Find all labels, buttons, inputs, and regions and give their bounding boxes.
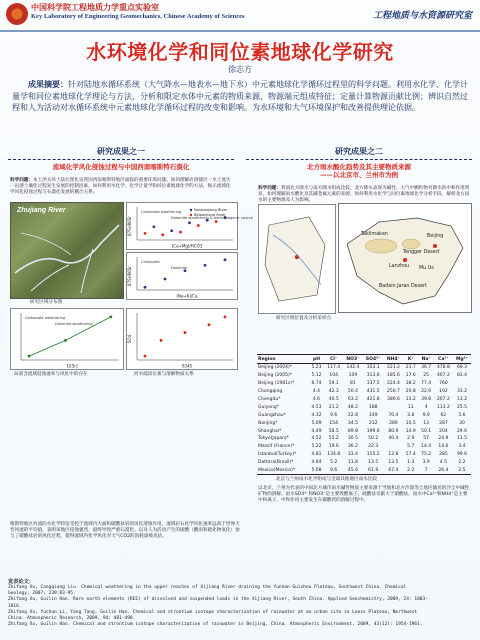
chart-na-k-svg [127, 253, 237, 299]
table-cell: 188 [368, 404, 378, 410]
table-cell: 221.2 [386, 365, 400, 371]
table-cell: 337.5 [366, 381, 380, 387]
table-cell [384, 443, 403, 451]
table-cell: 13.2 [456, 397, 467, 402]
table-cell: 154 [329, 420, 339, 426]
table-cell: 13.2 [405, 397, 416, 402]
table-cell: 353.1 [366, 365, 380, 371]
abstract [12, 79, 468, 137]
data-point [144, 286, 147, 289]
table-cell: 5.22 [311, 444, 322, 450]
table-cell: 9.6 [324, 467, 343, 475]
author: 徐志方 [228, 65, 252, 74]
data-point [170, 229, 173, 232]
table-cell: 250.7 [386, 389, 400, 395]
table-cell: 4.4 [312, 389, 321, 395]
table-header-row [257, 355, 471, 364]
table-header-cell: Ca²⁺ [434, 355, 453, 364]
data-point [224, 258, 227, 261]
table-cell: 2.2 [458, 460, 466, 466]
table-cell: 22.3 [368, 444, 379, 450]
table-cell: 30.5 [347, 436, 358, 442]
table-cell: Tokyo(Japan)* [258, 436, 289, 442]
table-cell [453, 380, 471, 388]
table-header-cell: pH [309, 355, 324, 364]
table-cell: 48.2 [347, 404, 358, 410]
table-cell: 212 [368, 420, 378, 426]
data-point [160, 339, 163, 342]
institute-name-en: Key Laboratory of Engineering Geomechanics, Chinese Academy of Sciences [31, 13, 245, 20]
table-cell: 45.6 [343, 467, 362, 475]
table-cell: 4.53 [311, 404, 322, 410]
x-axis-label: δ34S [181, 363, 193, 369]
table-cell: Nanjing* [258, 420, 278, 426]
table-cell: 407.2 [436, 373, 450, 379]
references [8, 578, 428, 628]
chart-annotation: Dolomite [171, 266, 188, 270]
table-row [257, 372, 471, 380]
table-cell: 4 [424, 404, 428, 410]
table-cell: 55.2 [328, 436, 339, 442]
table-cell: 62 [440, 412, 447, 418]
table-cell: 58.5 [328, 428, 339, 434]
y-axis-label: 87Sr/86Sr [127, 216, 132, 236]
table-row [257, 380, 471, 388]
institute-name-cn: 中国科学院工程地质力学重点实验室 [31, 2, 159, 12]
table-cell: 4.49 [311, 428, 322, 434]
table-cell: 11.8 [347, 460, 358, 466]
left-section-header [8, 146, 234, 170]
table-cell: 36.2 [347, 444, 358, 450]
chart-sr-ratio-svg [127, 203, 253, 249]
chart-annotation: Carbonate weathering [25, 316, 66, 320]
table-row [257, 451, 471, 459]
table-cell: 99.6 [456, 452, 467, 458]
map-label-tengger: Tengger Desert [403, 250, 440, 255]
chart-sr-inverse-svg [11, 309, 123, 369]
right-conclusion: 以北京、兰州为代表的中国北方城市雨水碱性物质主要来源于当地和北方沙漠等土地区输送的沙尘中碱性矿物的溶解。雨水SO4²⁻和NO3⁻是主要致酸离子，硫酸盐贡献大于硝酸盐。雨水中Ca²⁺和NH4⁺是主要中和离子，中和作用主要发生在碳酸钙的溶解过程中。 [258, 486, 470, 504]
data-point [197, 224, 200, 227]
table-cell: 4.94 [311, 460, 322, 466]
table-cell: 149 [368, 412, 378, 418]
table-cell: 115.2 [366, 452, 380, 458]
map-label-beijing: Beijing [427, 234, 444, 239]
table-header-cell: NH4⁺ [384, 355, 403, 364]
table-cell: Guangzhou* [258, 412, 286, 418]
table-cell: 13.5 [388, 460, 399, 466]
table-cell: 4.5 [439, 460, 447, 466]
table-cell: 50.4 [347, 389, 358, 395]
abstract-text: 针对陆地水循环系统（大气降水—地表水—地下水）中元素地球化学循环过程里的科学问题。利用水化学、化学计量学和同位素地球化学理论与方法，分析和限定水体中元素的物质来源、物源端元组成特征；定量计算物源贡献比例；辨识自然过程和人为活动对水循环系统中元素地球化学循环过程的改变和影响。为水环境和大气环境保护和改善提供理论依据。 [12, 80, 468, 112]
table-cell: Dattara(Brazil)* [258, 460, 294, 466]
table-cell: 69.3 [456, 365, 467, 371]
table-cell: 2.5 [453, 467, 471, 475]
table-header-cell: Mg²⁺ [453, 355, 471, 364]
data-point [164, 278, 167, 281]
table-cell: 63.2 [347, 397, 358, 402]
china-map [338, 203, 472, 313]
x-axis-label: (Ca+Mg)/HCO3 [171, 243, 203, 249]
table-cell: 57 [423, 436, 430, 442]
table-cell: 6.74 [311, 381, 322, 387]
table-cell: 478.8 [436, 365, 450, 371]
table-cell: 89.8 [347, 428, 358, 434]
left-section-title: 研究成果之一 [8, 146, 234, 160]
table-cell: Beijing (1981s)* [258, 381, 295, 387]
table-cell: Chongqing [258, 389, 283, 395]
table-cell: 25.5 [456, 404, 467, 410]
table-cell: 29.6 [456, 428, 467, 434]
table-cell: 83.4 [456, 373, 467, 379]
table-cell: 134.8 [327, 452, 341, 458]
table-cell: 5.6 [458, 412, 466, 418]
poster-header [0, 0, 480, 32]
table-cell: 42.3 [328, 389, 339, 395]
table-cell: 14.6 [438, 444, 449, 450]
table-cell: Mexico(Mexico)* [257, 467, 309, 475]
table-cell: 199.6 [366, 428, 380, 434]
table-cell: 57.4 [405, 452, 416, 458]
table-cell: 14.4 [421, 444, 432, 450]
table-cell: 11 [407, 404, 414, 410]
rain-chemistry-table [257, 354, 471, 475]
table-cell: 40.5 [328, 397, 339, 402]
table-cell: Istanbul(Turkey)* [258, 452, 297, 458]
table-cell: 431.5 [366, 389, 380, 395]
left-question [10, 178, 232, 204]
table-cell: 50.2 [368, 436, 379, 442]
table-cell: 38.2 [405, 381, 416, 387]
china-map-svg [339, 204, 471, 312]
table-row [257, 427, 471, 435]
table-cell: 4.6 [312, 397, 321, 402]
table-cell: Shanghai* [258, 428, 282, 434]
table-row [257, 403, 471, 411]
reference-item: Zhifang Xu, Congqiang Liu. Chemical weathering in the upper reaches of Xijiang River draining the Yunnan-Guizhou Plateau, Southwest China. Chemical Geology, 2007, 239:83-95. [8, 585, 407, 597]
table-cell: 5.09 [311, 420, 322, 426]
table-cell: 5.23 [311, 365, 322, 371]
chart-annotation: Dolomite weathering [55, 322, 93, 326]
right-section-subtitle: 北方雨水酸化趋势及其主要物质来源 [307, 163, 411, 171]
china-map-caption: 研究区域位置及分析采样点 [276, 316, 332, 321]
legend-label: Nanpanjiang River [194, 208, 228, 212]
table-cell: Beijing (2005)* [258, 373, 292, 379]
map-label-lanzhou: Lanzhou [389, 264, 410, 269]
beijing-map [258, 204, 336, 314]
table-cell: 17.6 [405, 373, 416, 379]
chart-na-k [126, 252, 238, 300]
data-point [188, 221, 191, 224]
table-cell: 20.8 [405, 389, 416, 395]
legend-marker [190, 209, 192, 211]
table-cell: 104 [329, 373, 339, 379]
table-cell: 50.1 [421, 428, 432, 434]
table-row [257, 467, 471, 475]
table-cell: 19.6 [328, 444, 339, 450]
table-cell: 12.8 [388, 452, 399, 458]
data-point [144, 355, 147, 358]
data-point [184, 331, 187, 334]
table-cell: 113.2 [436, 404, 450, 410]
table-cell: Beijing (2004)* [258, 365, 292, 371]
isotope-caption: 河水硫同位素与溶解物质关系 [134, 372, 194, 377]
reference-item: Zhifang Xu, Guilin Han. Chemical and strontium isotope characterization of rainwater in Beijing, China. Atmospheric Environment, 2009, 43(12): 1954-1961. [8, 622, 423, 628]
abstract-label: 成果摘要： [28, 79, 68, 89]
table-cell: 67.4 [384, 467, 403, 475]
table-cell: 77.4 [421, 381, 432, 387]
scatter-caption: 局部含流域侵蚀速率与风化中的存在 [14, 372, 88, 377]
lab-name: 工程地质与水资源研究室 [372, 11, 472, 21]
table-cell: 33.2 [456, 389, 467, 395]
x-axis-label: 1/[Sr] [66, 363, 78, 369]
table-row [257, 364, 471, 372]
table-cell: 70.4 [388, 412, 399, 418]
table-cell: 5.2 [330, 460, 338, 466]
beijing-point [433, 244, 437, 248]
table-cell: 36.7 [421, 365, 432, 371]
right-section-subtitle-2: ——以北京市、兰州市为例 [320, 171, 398, 179]
table-cell: 81 [350, 381, 356, 387]
data-point [224, 316, 227, 319]
table-cell: 4.52 [311, 436, 322, 442]
table-cell: 25 [423, 373, 430, 379]
table-cell: 33.4 [347, 452, 358, 458]
table-cell: 9.6 [330, 412, 338, 418]
table-cell: 59.1 [328, 381, 339, 387]
beijing-map-svg [259, 205, 335, 313]
y-axis-label: 87Sr/86Sr [127, 266, 132, 286]
left-question-text: 本土洪关环土陆壮派化泉我国西南喀斯特地区面临的重要环境问题。如何理解岩溶储层一水土流失一岩溶土壤化过程发生发展的控制因素，如何利用水化学、化学计量学和同位素地球化学的方法，揭示流域化学风化侵蚀过程与石漠化发展的耦合关系。 [10, 178, 231, 196]
table-cell: 22.6 [421, 389, 432, 395]
left-conclusion: 喀斯特地区河流的水化学特征受控于流域内大面积碳酸盐岩的风化溶蚀作用。流域岩石化学风化速率远高于世界大型河流的平均值，表明该地区侵蚀强烈，最终导致严重石漠化。以及人为活动产生的硫酸（酸雨和硫化物氧化）参与了碳酸盐岩的风化过程，使得流域内化学风化对大气CO2的消耗量被高估。 [10, 522, 240, 540]
cas-logo-icon [6, 3, 28, 25]
table-cell [384, 403, 403, 411]
table-cell: Chengdu* [258, 397, 281, 402]
table-cell: 14.9 [405, 428, 416, 434]
map-label-taklimakan: Taklimakan [361, 232, 388, 237]
poster-title: 水环境化学和同位素地球化学研究 [86, 40, 394, 64]
table-cell: 61.9 [363, 467, 384, 475]
table-cell: 30 [459, 420, 465, 426]
chart-annotation: Dolomite weathering & anthropogenic source [171, 216, 253, 220]
table-row [257, 435, 471, 443]
right-section-title: 研究成果之二 [246, 146, 472, 160]
table-cell: 11.5 [456, 436, 467, 442]
table-caption: 北京与兰州雨水化学组成与全球其他地区雨水比较 [276, 477, 378, 482]
table-cell: 13 [423, 420, 430, 426]
chart-annotation: Carbonate weathering [141, 210, 182, 214]
data-point [109, 316, 112, 319]
table-cell: 21.2 [328, 404, 339, 410]
table-row [257, 411, 471, 419]
table-cell: 192 [439, 389, 448, 395]
table-cell: 207.2 [436, 397, 450, 402]
table-cell: Guiyang* [258, 404, 279, 410]
table-cell: 109 [348, 373, 358, 379]
table-cell: 5.12 [311, 373, 322, 379]
table-cell: 142.4 [346, 365, 360, 371]
chart-annotation: Carbonate [141, 260, 160, 264]
table-cell: 7 [418, 467, 433, 475]
table-row [257, 419, 471, 427]
chart-sr-inverse [10, 308, 124, 370]
table-cell: 9.9 [422, 412, 430, 418]
table-cell: 75.2 [421, 452, 432, 458]
legend-marker [190, 214, 192, 216]
table-cell: 313.6 [366, 373, 380, 379]
right-question [258, 186, 470, 202]
table-cell: 5.7 [407, 444, 415, 450]
right-question-label: 科学问题： [258, 186, 281, 191]
table-header-cell: NO3⁻ [343, 355, 362, 364]
table-cell: 386.6 [386, 397, 400, 402]
references-heading: 发表论文： [8, 579, 34, 585]
table-cell: Massif (France)* [258, 444, 295, 450]
legend-label: Beipanjiang River [194, 213, 226, 217]
left-section-subtitle: 流域化学风化侵蚀过程与中国西南喀斯特石漠化 [52, 163, 190, 171]
right-section-header [246, 146, 472, 179]
chart-isotope [126, 308, 238, 370]
chart-isotope-svg [127, 309, 237, 369]
table-row [257, 396, 471, 404]
map-label-muus: Mu Us [419, 266, 434, 271]
table-cell: 285 [439, 452, 448, 458]
data-point [215, 220, 218, 223]
table-cell: 4.81 [311, 452, 322, 458]
data-point [152, 225, 155, 228]
table-cell: 760 [439, 381, 448, 387]
table-cell: 3.4 [458, 444, 466, 450]
map-label: Zhujiang River [17, 207, 66, 214]
table-header-cell: K⁺ [403, 355, 418, 364]
map-label-badain: Badain Jaran Desert [379, 284, 427, 289]
table-cell: 2.9 [407, 436, 415, 442]
reference-item: Zhifang Xu, Guilin Han. Rare earth elements (REE) of dissolved and suspended loads in the Xijiang River, South China. Applied Geochemistry, 2009, 24: 1803-1816. [8, 597, 428, 609]
table-cell: 26.4 [434, 467, 453, 475]
table-cell: 4.32 [311, 412, 322, 418]
table-cell: 421.8 [366, 397, 380, 402]
data-point [204, 264, 207, 267]
data-point [64, 339, 67, 342]
table-cell: 3.9 [422, 460, 430, 466]
data-point [208, 323, 211, 326]
table-cell: 40.4 [388, 436, 399, 442]
table-header-cell: Region [257, 355, 309, 364]
reference-item: Zhifang Xu, Yuchun Li, Yang Tang, Guilin Han. Chemical and strontium isotope characterization of rainwater at an urban site in Loess Plateau, Northwest China. Atmospheric Research, 2009, 94: 481-490. [8, 609, 418, 622]
data-point [144, 232, 147, 235]
map-caption: 研究区域分布图 [30, 300, 63, 305]
right-question-text: 我国北方降水与南方降水组成比较，北方降水表现为碱性，大气中颗粒物对降水的中和作用明显。如何理解雨水酸化及其碱金属元素的来源，如何利用水化学与同位素地球化学分析手段，解析北方雨水的主要物源及人为影响。 [258, 186, 470, 204]
table-cell: 3.8 [407, 412, 415, 418]
data-point [161, 233, 164, 236]
table-cell: 80.9 [388, 428, 399, 434]
table-cell: 10.5 [405, 420, 416, 426]
river-network [11, 203, 123, 298]
table-row [257, 443, 471, 451]
table-cell: 5.08 [309, 467, 324, 475]
table-cell: 224.4 [386, 381, 400, 387]
table-cell: 1.3 [407, 460, 415, 466]
table-header-cell: SO4²⁻ [363, 355, 384, 364]
table-row [257, 388, 471, 396]
data-point [28, 355, 31, 358]
x-axis-label: (Na+K)/Ca [176, 293, 198, 299]
table-cell: 39.8 [421, 397, 432, 402]
table-cell: 204 [439, 428, 448, 434]
left-question-label: 科学问题： [10, 178, 33, 183]
table-cell: 13.5 [368, 460, 379, 466]
table-header-cell: Cl⁻ [324, 355, 343, 364]
table-cell: 289 [389, 420, 398, 426]
data-point [179, 231, 182, 234]
table-cell: 34.5 [347, 420, 358, 426]
chart-sr-ratio [126, 202, 253, 250]
table-header-cell: Na⁺ [418, 355, 433, 364]
table-row [257, 459, 471, 467]
table-cell: 21.7 [405, 365, 416, 371]
study-area-map [10, 202, 124, 299]
table-cell: 117.4 [327, 365, 341, 371]
lanzhou-point [403, 258, 407, 262]
table-cell: 287 [439, 420, 448, 426]
table-cell: 22.8 [347, 412, 358, 418]
table-cell: 24.9 [438, 436, 449, 442]
table-cell: 2.2 [403, 467, 418, 475]
table-cell: 185.6 [386, 373, 400, 379]
y-axis-label: SO4 [127, 334, 132, 344]
